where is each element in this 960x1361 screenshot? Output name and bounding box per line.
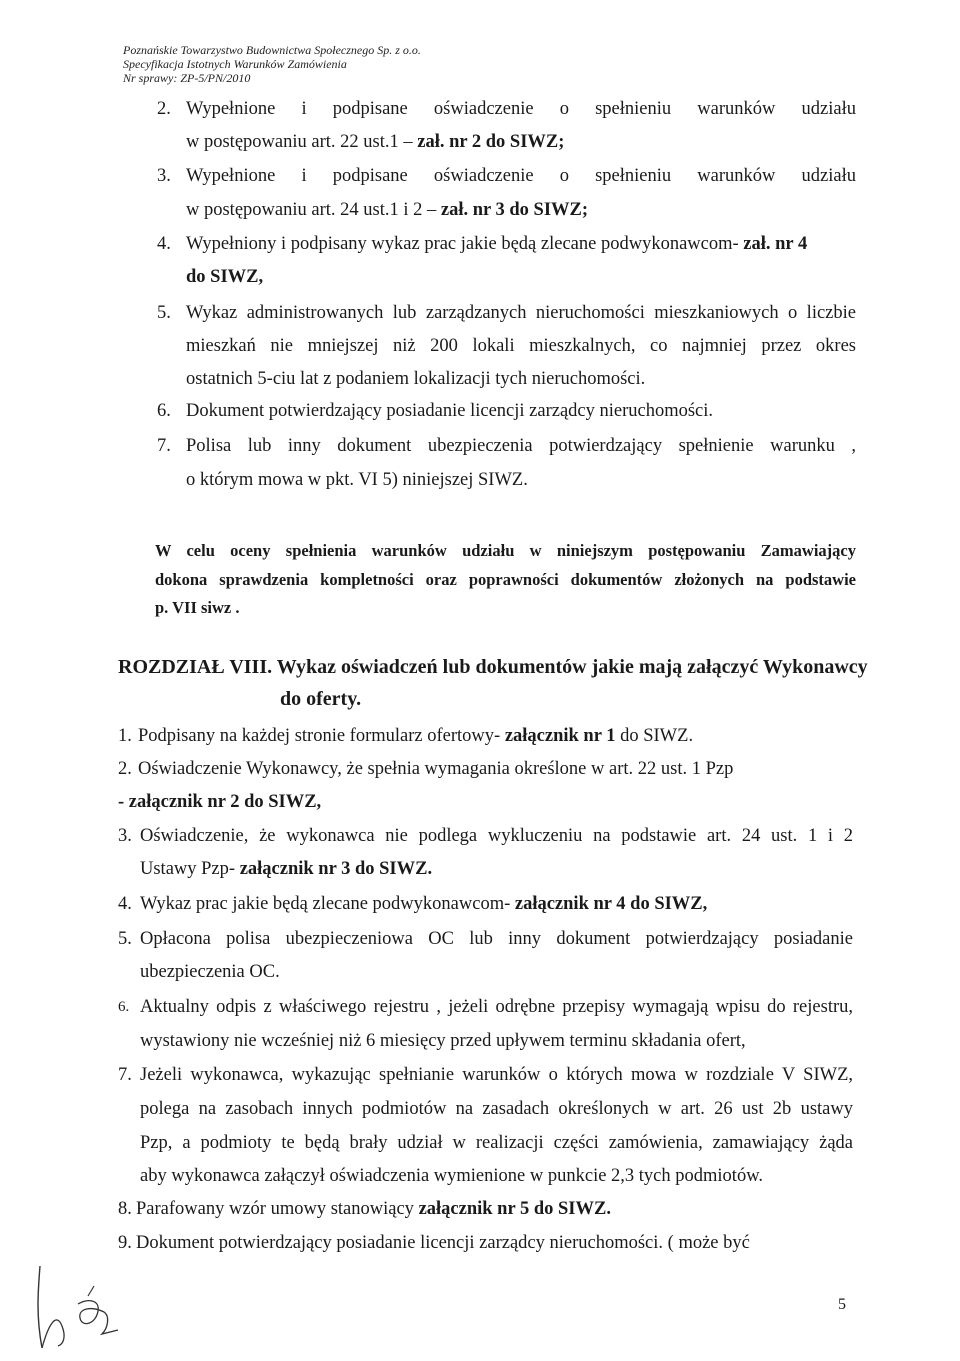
list-item-text: Oświadczenie, że wykonawca nie podlega wykluczeniu na podstawie art. 24 ust. 1 i 2 (140, 826, 853, 846)
header-company: Poznańskie Towarzystwo Budownictwa Społecznego Sp. z o.o. (123, 43, 421, 57)
list-item-text: Pzp, a podmioty te będą brały udział w realizacji części zamówienia, zamawiający żąda (140, 1133, 853, 1153)
document-header (123, 43, 421, 85)
list-item-text: Oświadczenie Wykonawcy, że spełnia wymagania określone w art. 22 ust. 1 Pzp (138, 759, 734, 779)
page-number: 5 (838, 1296, 846, 1313)
list-item-number: 4. (118, 894, 132, 914)
list-item-text: ostatnich 5-ciu lat z podaniem lokalizacji tych nieruchomości. (186, 369, 646, 389)
list-item-text: w postępowaniu art. 24 ust.1 i 2 – zał. nr 3 do SIWZ; (186, 200, 589, 220)
list-item-text: mieszkań nie mniejszej niż 200 lokali mieszkalnych, co najmniej przez okres (186, 336, 856, 356)
list-item-text: Polisa lub inny dokument ubezpieczenia potwierdzający spełnienie warunku , (186, 436, 856, 456)
list-item-text: ubezpieczenia OC. (140, 962, 280, 982)
note-line: W celu oceny spełnienia warunków udziału w niniejszym postępowaniu Zamawiający (155, 541, 856, 560)
list-item-text: Wypełniony i podpisany wykaz prac jakie będą zlecane podwykonawcom- zał. nr 4 (186, 234, 808, 254)
list-item-text: - załącznik nr 2 do SIWZ, (118, 792, 322, 812)
handwritten-signature (18, 1256, 128, 1361)
list-item-number: 1. (118, 726, 132, 746)
chapter-heading-continued: do oferty. (280, 688, 362, 710)
list-item-text: polega na zasobach innych podmiotów na zasadach określonych w art. 26 ust 2b ustawy (140, 1099, 853, 1119)
header-spec: Specyfikacja Istotnych Warunków Zamówienia (123, 57, 347, 71)
list-item-text: w postępowaniu art. 22 ust.1 – zał. nr 2 do SIWZ; (186, 132, 565, 152)
list-item-text: Wykaz administrowanych lub zarządzanych nieruchomości mieszkaniowych o liczbie (186, 303, 856, 323)
list-item-number: 7. (118, 1065, 132, 1085)
note-line: dokona sprawdzenia kompletności oraz poprawności dokumentów złożonych na podstawie (155, 570, 856, 589)
list-item-text: Wypełnione i podpisane oświadczenie o spełnieniu warunków udziału (186, 166, 856, 186)
list-item-text: o którym mowa w pkt. VI 5) niniejszej SIWZ. (186, 470, 528, 490)
list-item-number: 3. (118, 826, 132, 846)
list-item-text: Aktualny odpis z właściwego rejestru , jeżeli odrębne przepisy wymagają wpisu do rejestru, (140, 997, 853, 1017)
list-item-text: do SIWZ, (186, 267, 264, 287)
list-item-number: 8. (118, 1199, 132, 1219)
list-item-text: Dokument potwierdzający posiadanie licencji zarządcy nieruchomości. ( może być (136, 1233, 750, 1253)
list-item-text: wystawiony nie wcześniej niż 6 miesięcy przed upływem terminu składania ofert, (140, 1031, 746, 1051)
list-item-text: Wykaz prac jakie będą zlecane podwykonawcom- załącznik nr 4 do SIWZ, (140, 894, 708, 914)
list-item-text: Jeżeli wykonawca, wykazując spełnianie warunków o których mowa w rozdziale V SIWZ, (140, 1065, 853, 1085)
list-item-text: Podpisany na każdej stronie formularz ofertowy- załącznik nr 1 do SIWZ. (138, 726, 694, 746)
list-item-text: aby wykonawca załączył oświadczenia wymienione w punkcie 2,3 tych podmiotów. (140, 1166, 763, 1186)
list-item-number: 7. (157, 436, 171, 456)
note-line: p. VII siwz . (155, 598, 240, 617)
list-item-number: 5. (157, 303, 171, 323)
list-item-text: Opłacona polisa ubezpieczeniowa OC lub inny dokument potwierdzający posiadanie (140, 929, 853, 949)
list-item-text: Wypełnione i podpisane oświadczenie o spełnieniu warunków udziału (186, 99, 856, 119)
list-item-number: 6. (157, 401, 171, 421)
list-item-number: 5. (118, 929, 132, 949)
list-item-text: Ustawy Pzp- załącznik nr 3 do SIWZ. (140, 859, 433, 879)
list-item-text: Dokument potwierdzający posiadanie licencji zarządcy nieruchomości. (186, 401, 714, 421)
list-item-number: 2. (118, 759, 132, 779)
header-case-number: Nr sprawy: ZP-5/PN/2010 (123, 71, 251, 85)
list-item-number: 6. (118, 999, 130, 1015)
list-item-number: 4. (157, 234, 171, 254)
list-item-text: Parafowany wzór umowy stanowiący załącznik nr 5 do SIWZ. (136, 1199, 611, 1219)
chapter-heading: ROZDZIAŁ VIII. Wykaz oświadczeń lub dokumentów jakie mają załączyć Wykonawcy (118, 656, 868, 678)
list-item-number: 3. (157, 166, 171, 186)
list-item-number: 9. (118, 1233, 132, 1253)
list-item-number: 2. (157, 99, 171, 119)
